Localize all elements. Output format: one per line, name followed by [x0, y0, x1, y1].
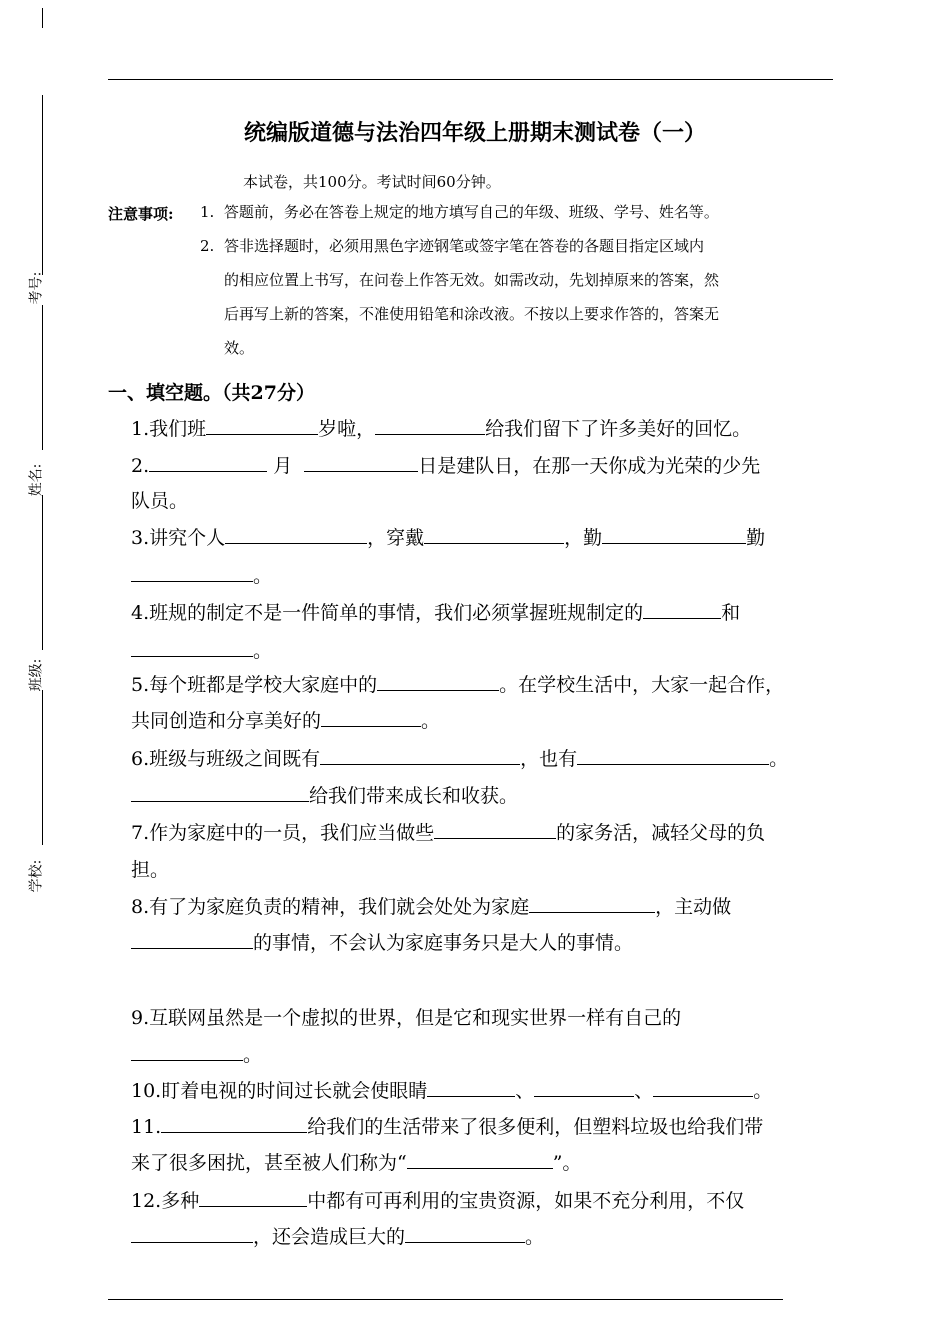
- question-11: 11. 给我们的生活带来了很多便利，但塑料垃圾也给我们带: [131, 1108, 763, 1146]
- notes-label: 注意事项:: [108, 205, 174, 223]
- answer-blank[interactable]: [529, 890, 655, 913]
- question-4: 4.班规的制定不是一件简单的事情，我们必须掌握班规制定的 和: [131, 594, 740, 632]
- answer-blank[interactable]: [304, 449, 418, 472]
- school-label: 学校:: [28, 859, 45, 893]
- header-rule: [108, 79, 833, 80]
- binding-line: [42, 305, 43, 450]
- page-title: 统编版道德与法治四年级上册期末测试卷（一）: [243, 120, 706, 146]
- binding-line: [42, 495, 43, 650]
- answer-blank[interactable]: [161, 1110, 307, 1133]
- answer-blank[interactable]: [653, 1074, 753, 1097]
- answer-blank[interactable]: [375, 412, 485, 435]
- note-2-num: 2.: [200, 237, 215, 255]
- answer-blank[interactable]: [321, 704, 421, 727]
- answer-blank[interactable]: [199, 1184, 307, 1207]
- note-2-line: 答非选择题时，必须用黑色字迹钢笔或签字笔在答卷的各题目指定区域内: [224, 237, 705, 255]
- answer-blank[interactable]: [407, 1146, 553, 1169]
- question-7: 7.作为家庭中的一员，我们应当做些 的家务活，减轻父母的负: [131, 814, 765, 852]
- binding-line: [42, 690, 43, 845]
- note-1: [200, 195, 719, 229]
- answer-blank[interactable]: [131, 926, 253, 949]
- binding-line-top: [42, 8, 43, 28]
- question-6-cont: 给我们带来成长和收获。: [131, 777, 518, 815]
- question-8-cont: 的事情，不会认为家庭事务只是大人的事情。: [131, 924, 633, 962]
- question-10: 10.盯着电视的时间过长就会使眼睛 、 、 。: [131, 1072, 772, 1110]
- question-12-cont: ，还会造成巨大的 。: [131, 1218, 544, 1256]
- question-11-cont: 来了很多困扰，甚至被人们称为“ ”。: [131, 1144, 581, 1182]
- answer-blank[interactable]: [434, 816, 556, 839]
- answer-blank[interactable]: [131, 559, 253, 582]
- answer-blank[interactable]: [149, 449, 267, 472]
- question-3: 3.讲究个人 ，穿戴 ，勤 勤: [131, 519, 765, 557]
- question-7-cont: 担。: [131, 859, 170, 881]
- answer-blank[interactable]: [377, 668, 499, 691]
- answer-blank[interactable]: [225, 521, 367, 544]
- section-title: 一、填空题。（共27分）: [108, 382, 315, 404]
- answer-blank[interactable]: [320, 742, 520, 765]
- note-2-line: 效。: [224, 339, 255, 357]
- question-5-cont: 共同创造和分享美好的 。: [131, 702, 440, 740]
- question-4-cont: 。: [131, 632, 272, 670]
- answer-blank[interactable]: [131, 779, 309, 802]
- question-2: 2. 月 日是建队日，在那一天你成为光荣的少先: [131, 447, 760, 485]
- answer-blank[interactable]: [131, 1220, 253, 1243]
- exam-intro: 本试卷，共100分。考试时间60分钟。: [243, 173, 501, 191]
- question-1: 1.我们班 岁啦， 给我们留下了许多美好的回忆。: [131, 410, 751, 448]
- note-1-text: 答题前，务必在答卷上规定的地方填写自己的年级、班级、学号、姓名等。: [223, 203, 719, 221]
- name-label: 姓名:: [28, 463, 45, 497]
- note-2-line: 的相应位置上书写，在问卷上作答无效。如需改动，先划掉原来的答案，然: [224, 271, 720, 289]
- answer-blank[interactable]: [602, 521, 746, 544]
- footer-rule: [108, 1299, 783, 1300]
- answer-blank[interactable]: [131, 634, 253, 657]
- note-1-num: 1.: [200, 203, 215, 221]
- answer-blank[interactable]: [131, 1038, 243, 1061]
- answer-blank[interactable]: [643, 596, 721, 619]
- answer-blank[interactable]: [577, 742, 769, 765]
- question-9: 9.互联网虽然是一个虚拟的世界，但是它和现实世界一样有自己的: [131, 1007, 682, 1029]
- answer-blank[interactable]: [424, 521, 564, 544]
- question-8: 8.有了为家庭负责的精神，我们就会处处为家庭 ，主动做: [131, 888, 731, 926]
- question-6: 6.班级与班级之间既有 ，也有 。: [131, 740, 788, 778]
- answer-blank[interactable]: [427, 1074, 515, 1097]
- question-5: 5.每个班都是学校大家庭中的 。在学校生活中，大家一起合作，: [131, 666, 784, 704]
- answer-blank[interactable]: [206, 412, 318, 435]
- question-3-cont: 。: [131, 557, 272, 595]
- question-2-cont: 队员。: [131, 490, 189, 512]
- question-9-cont: 。: [131, 1036, 262, 1074]
- class-label: 班级:: [28, 658, 45, 692]
- note-2-line: 后再写上新的答案，不准使用铅笔和涂改液。不按以上要求作答的，答案无: [224, 305, 720, 323]
- question-12: 12.多种 中都有可再利用的宝贵资源，如果不充分利用，不仅: [131, 1182, 744, 1220]
- answer-blank[interactable]: [534, 1074, 634, 1097]
- exam-number-label: 考号:: [28, 271, 45, 305]
- answer-blank[interactable]: [405, 1220, 525, 1243]
